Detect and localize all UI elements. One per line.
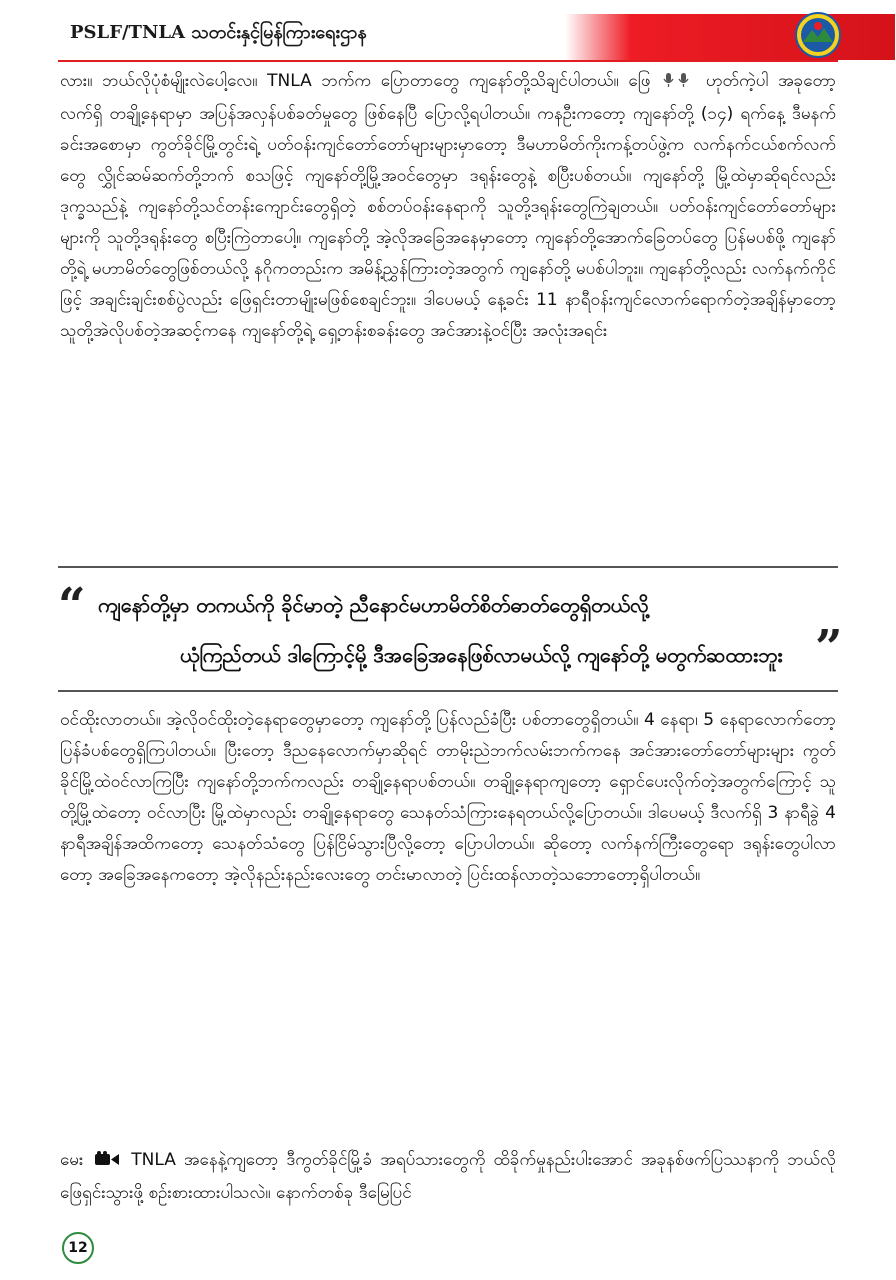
header-red-band	[565, 14, 895, 60]
page-header	[0, 0, 896, 74]
question-label: မေး	[60, 1150, 84, 1170]
body-paragraph-2: ဝင်ထိုးလာတယ်။ အဲ့လိုဝင်ထိုးတဲ့နေရာတွေမှာတော့ ကျနော်တို့ ပြန်လည်ခံပြီး ပစ်တာတွေရှိတယ်။ 4 နေရာ၊ 5 နေရာလောက်တော့ ပြန်ခံပစ်တွေရှိကြပါတယ်။ ပြီးတော့ ဒီညနေလောက်မှာဆိုရင် တာမိုးညဲဘက်လမ်းဘက်ကနေ အင်အားတော်တော်များများ ကွတ်ခိုင်မြို့ထဲဝင်လာကြပြီး ကျနော်တို့ဘက်ကလည်း တချို့နေရာပစ်တယ်။ တချို့နေရာကျတော့ ရှောင်ပေးလိုက်တဲ့အတွက်ကြောင့် သူတို့မြို့ထဲတော့ ဝင်လာပြီး မြို့ထဲမှာလည်း တချို့နေရာတွေ သေနတ်သံကြားနေရတယ်လို့ပြောတယ်။ ဒါပေမယ့် ဒီလက်ရှိ 3 နာရီခွဲ 4 နာရီအချိန်အထိကတော့ သေနတ်သံတွေ ပြန်ငြိမ်သွားပြီလို့တော့ ပြောပါတယ်။ ဆိုတော့ လက်နက်ကြီးတွေရော ဒရုန်းတွေပါလာတော့ အခြေအနေကတော့ အဲ့လိုနည်းနည်းလေးတွေ တင်းမာလာတဲ့ ပြင်းထန်လာတဲ့သဘောတော့ရှိပါတယ်။	[60, 710, 836, 885]
pull-quote-open-mark: “	[58, 578, 86, 634]
pull-quote-close-mark: ”	[815, 620, 843, 676]
paragraph-1-text-a: လား။ ဘယ်လိုပုံစံမျိုးလဲပေါ့လေ။ TNLA ဘက်က ပြောတာတွေ ကျနော်တို့သိချင်ပါတယ်။ ဖြေ	[60, 71, 651, 91]
pull-quote-line-2: ယုံကြည်တယ် ဒါကြောင့်မို့ ဒီအခြေအနေဖြစ်လာမယ်လို့ ကျနော်တို့ မတွက်ဆထားဘူး	[180, 643, 783, 667]
paragraph-3-text: TNLA အနေနဲ့ကျတော့ ဒီကွတ်ခိုင်မြို့ခံ အရပ်သားတွေကို ထိခိုက်မှုနည်းပါးအောင် အခုနစ်ဖက်ပြဿနာကို ဘယ်လိုဖြေရှင်းသွားဖို့ စဉ်းစားထားပါသလဲ။ နောက်တစ်ခု ဒီမြေပြင်	[60, 1150, 836, 1203]
page-number-badge: 12	[62, 1232, 94, 1264]
header-title: PSLF/TNLA သတင်းနှင့်မြန်ကြားရေးဌာန	[70, 22, 367, 43]
pull-quote-line-1: ကျနော်တို့မှာ တကယ်ကို ခိုင်မာတဲ့ ညီနောင်မဟာမိတ်စိတ်ဓာတ်တွေရှိတယ်လို့	[98, 593, 649, 617]
pull-quote-bottom-rule	[58, 690, 838, 692]
pslf-tnla-emblem-icon	[795, 12, 841, 58]
body-paragraph-3	[60, 1145, 836, 1209]
paragraph-1-text-b: ဟုတ်ကဲ့ပါ အခုတော့ လက်ရှိ တချို့နေရာမှာ အပြန်အလှန်ပစ်ခတ်မှုတွေ ဖြစ်နေပြီ ပြောလို့ရပါတယ်။ ကနဦးကတော့ ကျနော်တို့ (၁၄) ရက်နေ့ ဒီမနက်ခင်းအစောမှာ ကွတ်ခိုင်မြို့တွင်းရဲ့ ပတ်ဝန်းကျင်တော်တော်များများမှာတော့ ဒီမဟာမိတ်ကိုးကန့်တပ်ဖွဲ့က လက်နက်ငယ်စက်လက်တွေ လွှိုင်ဆမ်ဆက်တို့ဘက် စသဖြင့် ကျနော်တို့မြို့အဝင်တွေမှာ ဒရုန်းတွေနဲ့ စပြီးပစ်တယ်။ ကျနော်တို့ မြို့ထဲမှာဆိုရင်လည်း ဒုက္ခသည်နဲ့ ကျနော်တို့သင်တန်းကျောင်းတွေရှိတဲ့ စစ်တပ်ဝန်းနေရာကို သူတို့ဒရုန်းတွေကြဲချတယ်။ ပတ်ဝန်းကျင်တော်တော်များများကို သူတို့ဒရုန်းတွေ စပြီးကြဲတာပေါ့။ ကျနော်တို့ အဲ့လိုအခြေအနေမှာတော့ ကျနော်တို့အောက်ခြေတပ်တွေ ပြန်မပစ်ဖို့ ကျနော်တို့ရဲ့ မဟာမိတ်တွေဖြစ်တယ်လို့ နဂိုကတည်းက အမိန့်ညွှန်ကြားတဲ့အတွက် ကျနော်တို့ မပစ်ပါဘူး။ ကျနော်တို့လည်း လက်နက်ကိုင်ဖြင့် အချင်းချင်းစစ်ပွဲလည်း ဖြေရှင်းတာမျိုးမဖြစ်စေချင်ဘူး။ ဒါပေမယ့် နေ့ခင်း 11 နာရီဝန်းကျင်လောက်ရောက်တဲ့အချိန်မှာတော့ သူတို့အဲလိုပစ်တဲ့အဆင့်ကနေ ကျနော်တို့ရဲ့ ရှေ့တန်းစခန်းတွေ အင်အားနဲ့ဝင်ပြီး အလုံးအရင်း	[60, 71, 837, 341]
body-paragraph-1	[60, 66, 836, 347]
microphone-icon	[663, 68, 693, 99]
pull-quote-top-rule	[58, 566, 838, 568]
header-divider	[58, 60, 838, 62]
video-camera-icon	[94, 1147, 120, 1178]
